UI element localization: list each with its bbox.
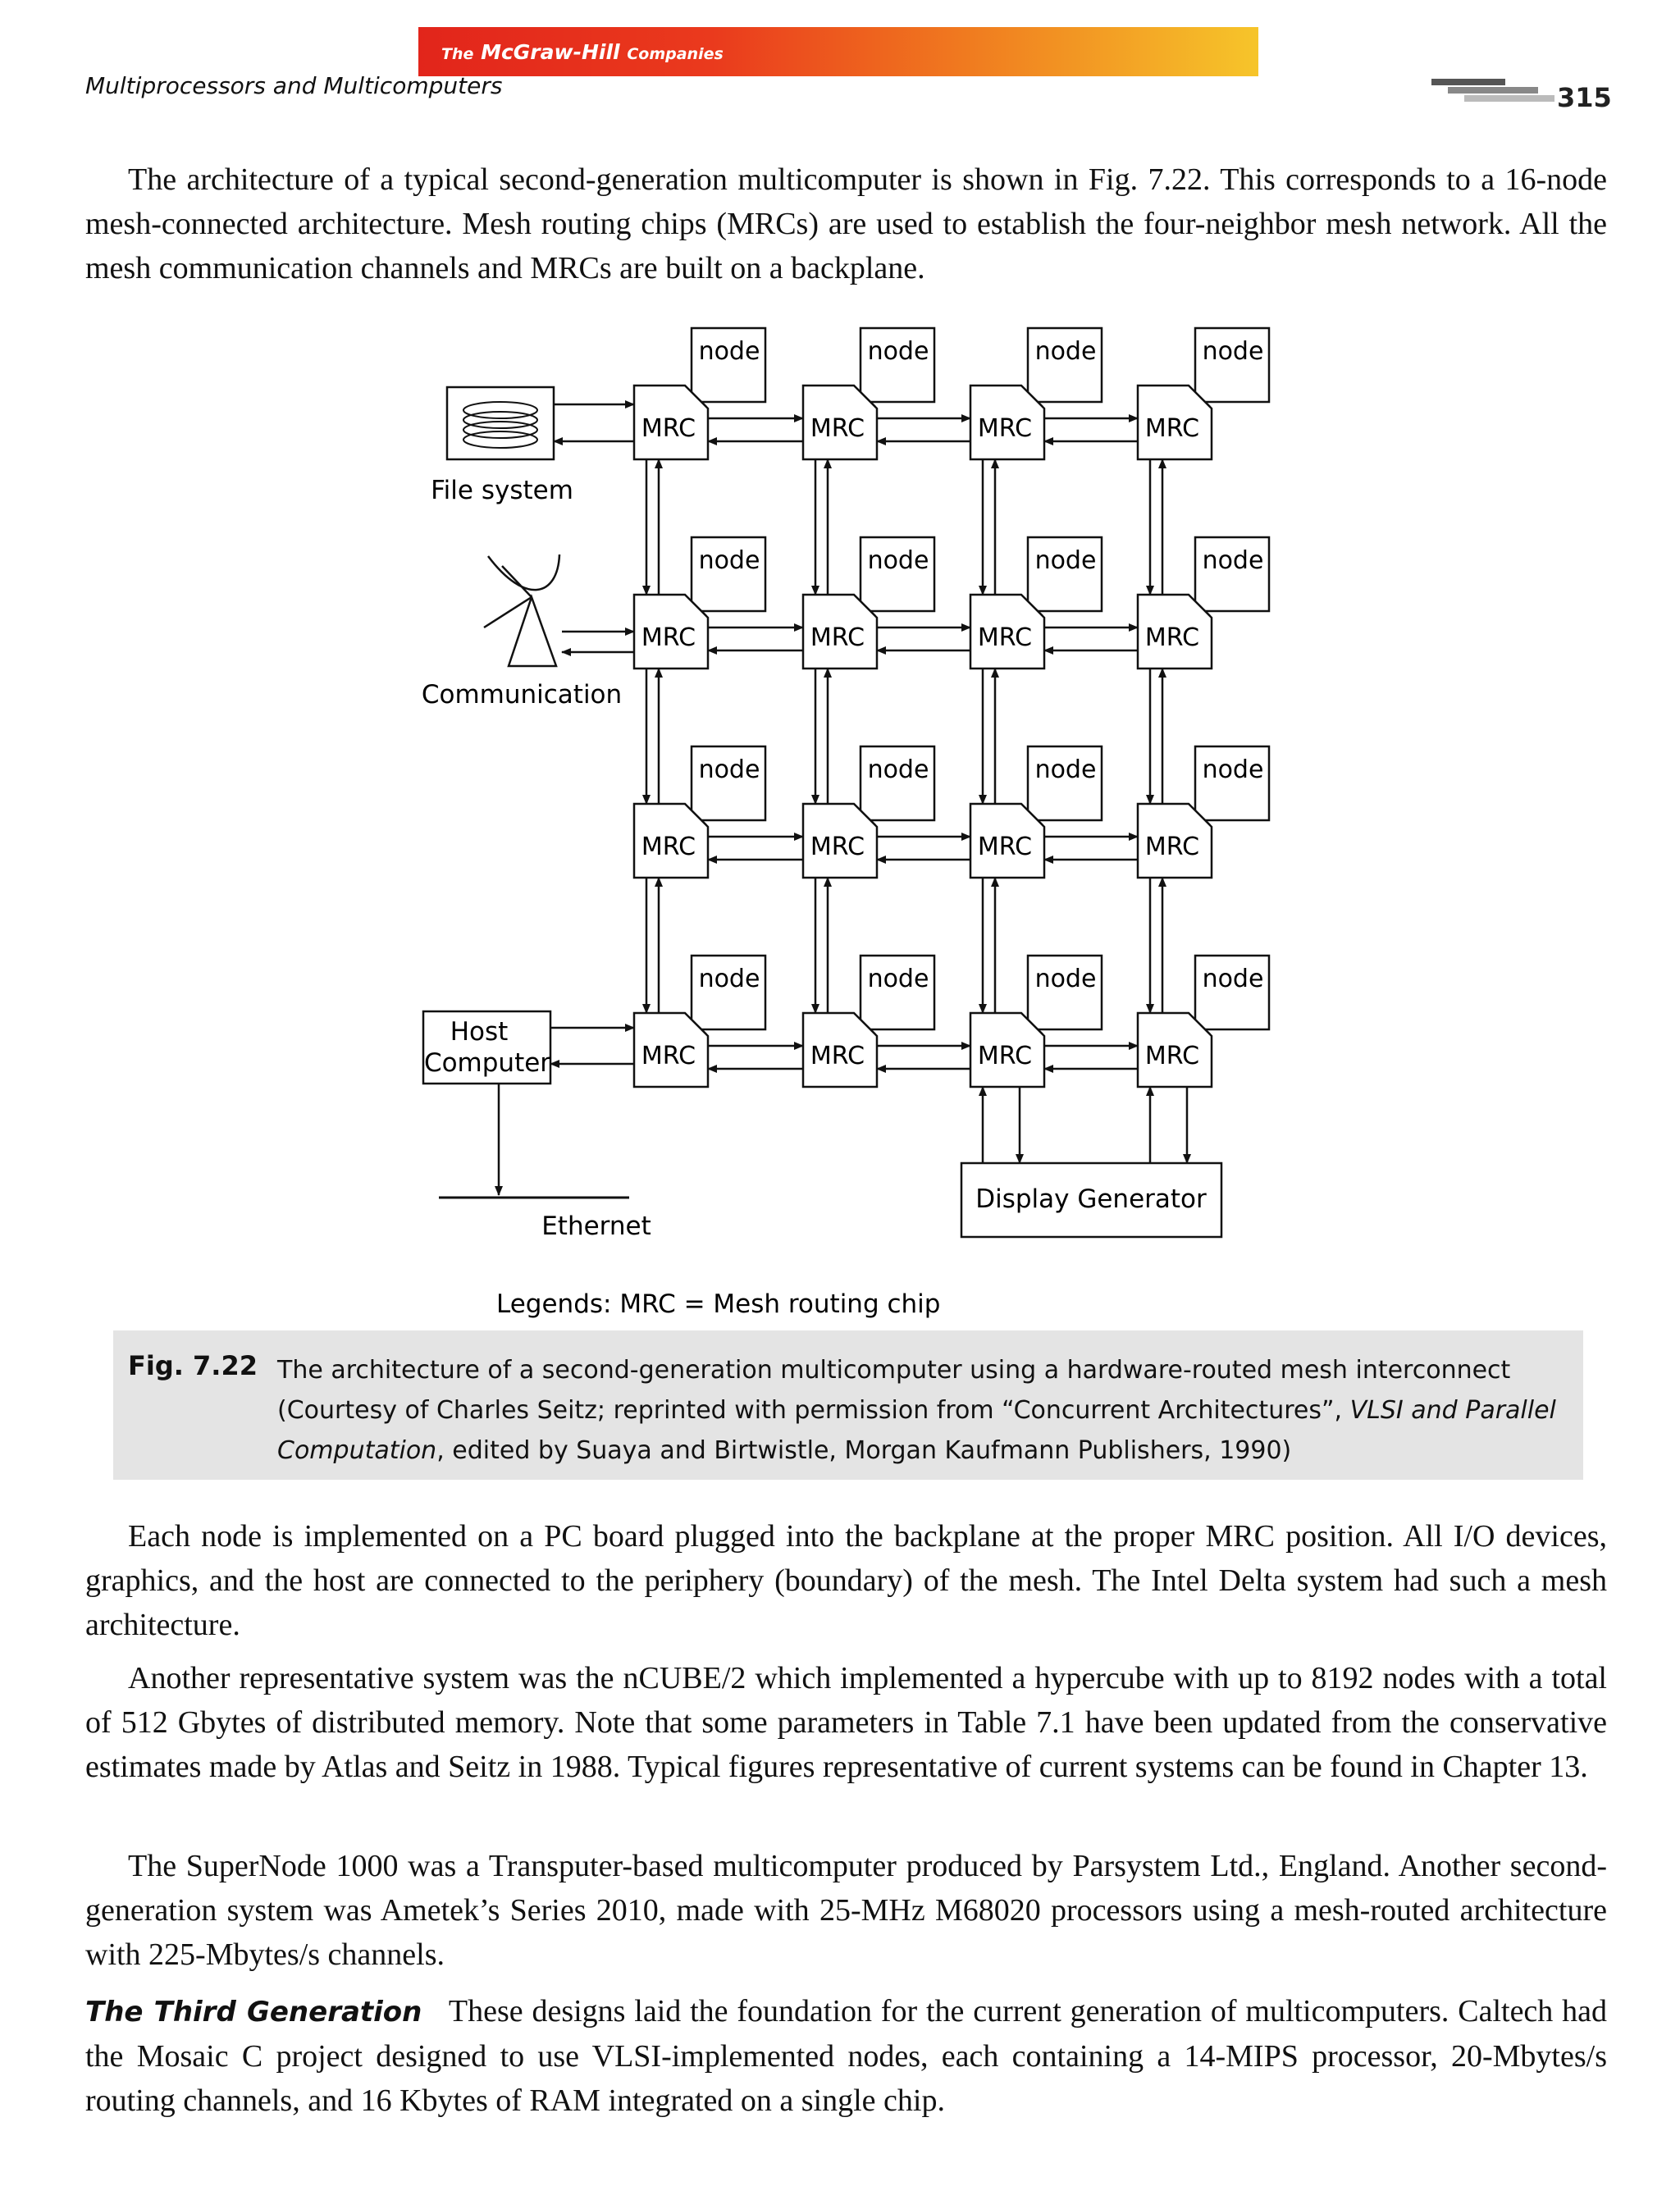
paragraph-node-boards: Each node is implemented on a PC board plugged into the backplane at the proper MRC position. All I/O devices, graphics, and the host are connected to the periphery (boundary) of the mesh. The Intel Delta system had such a mesh architecture. (85, 1519, 1607, 1642)
publisher-logo (441, 40, 724, 64)
paragraph-ncube: Another representative system was the nCUBE/2 which implemented a hypercube with up to 8192 nodes with a total of 512 Gbytes of distributed memory. Note that some parameters in Table 7.1 have been updated from the conservative estimates made by Atlas and Seitz in 1988. Typical figures representative of current systems can be found in Chapter 13. (85, 1661, 1607, 1784)
mrc-label: MRC (1144, 1042, 1200, 1070)
node-label: node (698, 546, 760, 575)
mrc-label: MRC (977, 623, 1033, 652)
mrc-label: MRC (810, 1042, 865, 1070)
mrc-label: MRC (1144, 833, 1200, 861)
publisher-prefix: The (441, 45, 474, 63)
node-label: node (1202, 337, 1264, 366)
node-label: node (867, 337, 929, 366)
paragraph-third-generation (85, 1989, 1607, 2123)
caption-text-part1: The architecture of a second-generation multicomputer using a hardware-routed mesh interconnect (Courtesy of Charles Seitz; reprinted with permission from “Concurrent Architectures”, (277, 1356, 1511, 1425)
communication-label: Communication (421, 680, 623, 710)
node-label: node (1202, 546, 1264, 575)
mesh-grid (634, 328, 1269, 1163)
node-label: node (867, 755, 929, 784)
caption-text-part2: , edited by Suaya and Birtwistle, Morgan Kaufmann Publishers, 1990) (436, 1436, 1292, 1465)
node-label: node (867, 546, 929, 575)
node-label: node (1034, 965, 1097, 993)
host-label-line1: Host (450, 1017, 509, 1047)
third-generation-text: These designs laid the foundation for the current generation of multicomputers. Caltech had the Mosaic C project designed to use VLSI-implemented nodes, each containing a 14-MIPS processor, 20-Mbytes/s routing channels, and 16 Kbytes of RAM integrated on a single chip. (85, 1994, 1608, 2118)
mrc-label: MRC (1144, 414, 1200, 443)
mrc-label: MRC (641, 833, 696, 861)
file-system-label: File system (431, 476, 573, 505)
node-label: node (1034, 546, 1097, 575)
mrc-label: MRC (641, 1042, 696, 1070)
node-label: node (1034, 755, 1097, 784)
node-label: node (867, 965, 929, 993)
publisher-name: McGraw-Hill (481, 40, 620, 64)
node-label: node (1202, 965, 1264, 993)
node-label: node (698, 755, 760, 784)
mrc-label: MRC (810, 623, 865, 652)
figure-legend: Legends: MRC = Mesh routing chip (496, 1289, 941, 1319)
node-label: node (1034, 337, 1097, 366)
caption-source-title: VLSI and Parallel Computation (277, 1396, 1556, 1465)
node-label: node (1202, 755, 1264, 784)
mrc-label: MRC (1144, 623, 1200, 652)
display-generator-label: Display Generator (975, 1184, 1207, 1214)
mrc-label: MRC (810, 833, 865, 861)
antenna-icon (484, 554, 559, 666)
mrc-label: MRC (810, 414, 865, 443)
mrc-label: MRC (977, 414, 1033, 443)
mrc-label: MRC (641, 623, 696, 652)
paragraph-supernode: The SuperNode 1000 was a Transputer-based multicomputer produced by Parsystem Ltd., England. Another second-generation system was Ametek’s Series 2010, made with 25-MHz M68020 processors using a mesh-routed architecture with 225-Mbytes/s channels. (85, 1849, 1607, 1972)
mrc-label: MRC (977, 1042, 1033, 1070)
caption-text (277, 1350, 1565, 1471)
node-label: node (698, 337, 760, 366)
figure-caption (113, 1330, 1583, 1480)
mrc-label: MRC (977, 833, 1033, 861)
publisher-suffix: Companies (627, 45, 724, 63)
file-system-device (447, 387, 554, 459)
mrc-label: MRC (641, 414, 696, 443)
running-head: Multiprocessors and Multicomputers (85, 72, 503, 99)
intro-paragraph: The architecture of a typical second-generation multicomputer is shown in Fig. 7.22. This corresponds to a 16-node mesh-connected architecture. Mesh routing chips (MRCs) are used to establish the four-neighbor mesh network. All the mesh communication channels and MRCs are built on a backplane. (85, 162, 1607, 285)
publisher-banner (418, 27, 1258, 76)
node-label: node (698, 965, 760, 993)
mesh-architecture-figure (0, 312, 1680, 1321)
host-label-line2: Computer (423, 1048, 551, 1078)
section-runin-heading: The Third Generation (85, 1996, 422, 2028)
ethernet-label: Ethernet (541, 1212, 651, 1241)
figure-number: Fig. 7.22 (128, 1350, 258, 1381)
page-number: 315 (1557, 82, 1612, 113)
page-number-decoration (1431, 75, 1554, 105)
